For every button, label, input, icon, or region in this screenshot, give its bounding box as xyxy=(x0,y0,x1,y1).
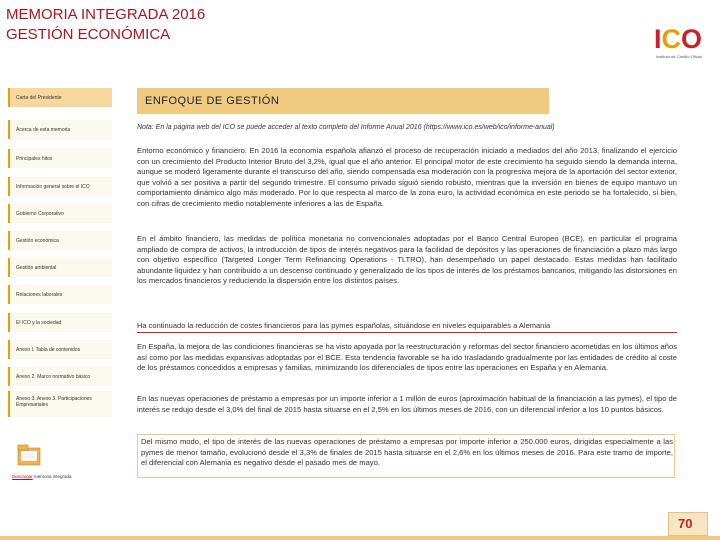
download-link-suffix: memoria integrada xyxy=(32,474,72,479)
sidebar-item-carta-presidente[interactable] xyxy=(8,88,112,107)
paragraph-1: Entorno económico y financiero. En 2016 la economía española afianzó el proceso de recuperación iniciado a mediados del año 2013, finalizando el ejercicio con un crecimiento del Producto Interior Bruto del 3,2%, igual que el año anterior. El principal motor de este crecimiento ha seguido siendo la demanda interna, aunque se moderó ligeramente durante el transcurso del año, siendo compensada esa moderación con la progresiva mejora de la aportación del sector exterior, que volvió a ser positiva a partir del segundo trimestre. El consumo privado siguió siendo robusto, mientras que la inversión en bienes de equipo mantuvo un comportamiento dinámico algo más moderado. Por lo que respecta al marco de la zona euro, la actividad económica en este periodo se ha fortalecido, si bien, con cifras de crecimiento medio notablemente inferiores a las de España. xyxy=(137,146,677,208)
section-header: ENFOQUE DE GESTIÓN xyxy=(137,88,549,114)
web-note: Nota: En la página web del ICO se puede acceder al texto completo del Informe Anual 2016 (https://www.ico.es/web/ico/informe-anual) xyxy=(137,124,555,131)
sidebar-item-label: Acerca de esta memoria xyxy=(16,127,71,133)
sidebar-item-label: Gestión ambiental xyxy=(16,265,57,271)
page-number: 70 xyxy=(678,516,693,531)
footer-rule xyxy=(0,536,720,540)
sidebar-item-marker xyxy=(8,340,10,359)
paragraph-4: En las nuevas operaciones de préstamo a empresas por un importe inferior a 1 millón de euros (aproximación habitual de la financiación a las pymes), el tipo de interés se redujo desde el 3,0% del final de 2015 hasta situarse en el 2,5% en los últimos meses de 2016, con un diferencial inferior a los 10 puntos básicos. xyxy=(137,394,677,414)
title-line-2: GESTIÓN ECONÓMICA xyxy=(6,26,171,43)
sidebar-item-marker xyxy=(8,258,10,277)
sidebar-item-marker xyxy=(8,231,10,250)
sidebar-item-anexo-2[interactable] xyxy=(8,367,112,386)
download-link-label[interactable]: Descargar xyxy=(12,474,33,479)
download-report-link[interactable] xyxy=(12,474,72,479)
sidebar-item-ico-sociedad[interactable] xyxy=(8,313,112,332)
title-line-1: MEMORIA INTEGRADA 2016 xyxy=(6,6,206,23)
sidebar-item-label: Relaciones laborales xyxy=(16,292,63,298)
sidebar-item-marker xyxy=(8,313,10,332)
sidebar-item-marker xyxy=(8,177,10,196)
sidebar-item-label: Información general sobre el ICO xyxy=(16,184,90,190)
sidebar-item-label: Carta del Presidente xyxy=(16,95,62,101)
sidebar-item-marker xyxy=(8,285,10,304)
sidebar-item-anexo-3[interactable] xyxy=(8,391,112,417)
sidebar-item-label: Anexo I. Tabla de contenidos xyxy=(16,347,81,353)
sidebar-item-gestion-ambiental[interactable] xyxy=(8,258,112,277)
sidebar-item-acerca-memoria[interactable] xyxy=(8,120,112,139)
sidebar-item-marker xyxy=(8,367,10,386)
paragraph-2: En el ámbito financiero, las medidas de política monetaria no convencionales adoptadas por el Banco Central Europeo (BCE), en particular el programa ampliado de compra de activos, la introducción de tipos de interés negativos para la facilidad de depósitos y las operaciones de financiación a plazo más largo con objetivo específico (Targeted Longer Term Refinancing Operations - TLTRO), han desempeñado un papel destacado. Estas medidas han facilitado abundante liquidez y han contribuido a un descenso continuado y generalizado de los tipos de interés de los préstamos bancarios, mitigando las distorsiones en los mercados financieros y reduciendo la dispersión entre los distintos países. xyxy=(137,234,677,285)
paragraph-5: Del mismo modo, el tipo de interés de las nuevas operaciones de préstamo a empresas por importe inferior a 250.000 euros, dirigidas especialmente a las pymes de menor tamaño, evolucionó desde el 3,3% de finales de 2015 hasta situarse en el 2,6% en los últimos meses de 2016. Para este tramo de importe, el diferencial con Alemania es negativo desde el pasado mes de mayo. xyxy=(141,437,673,467)
sidebar-item-principales-hitos[interactable] xyxy=(8,149,112,168)
paragraph-3: En España, la mejora de las condiciones financieras se ha visto apoyada por la reestructuración y reformas del sector financiero acometidas en los últimos años así como por las medidas expansivas adoptadas por el BCE. Esta tendencia favorable se ha ido trasladando gradualmente por las entidades de crédito al coste de los préstamos concedidos a empresas y familias, minimizando los diferenciales de tipos entre las operaciones en España y en Alemania. xyxy=(137,342,677,372)
sidebar-item-relaciones-laborales[interactable] xyxy=(8,285,112,304)
sidebar-item-marker xyxy=(8,391,10,417)
sidebar-item-label: Principales hitos xyxy=(16,156,53,162)
sidebar-item-label: El ICO y la sociedad xyxy=(16,320,62,326)
sidebar-item-label: Gestión económica xyxy=(16,238,59,244)
logo-letter-c: C xyxy=(661,24,682,54)
sidebar-item-anexo-1[interactable] xyxy=(8,340,112,359)
logo-letters xyxy=(654,24,702,54)
sidebar-item-informacion-general[interactable] xyxy=(8,177,112,196)
sidebar-item-gestion-economica[interactable] xyxy=(8,231,112,250)
sidebar-item-marker xyxy=(8,120,10,139)
sidebar-item-gobierno-corporativo[interactable] xyxy=(8,204,112,223)
folder-icon[interactable] xyxy=(16,442,42,468)
sidebar-item-marker xyxy=(8,204,10,223)
sidebar-item-marker xyxy=(8,88,10,107)
sidebar-item-label: Gobierno Corporativo xyxy=(16,211,64,217)
logo-letter-o: O xyxy=(681,24,703,54)
document-title xyxy=(6,5,205,45)
logo-letter-i: I xyxy=(654,24,662,54)
highlighted-statement: Ha continuado la reducción de costes financieros para las pymes españolas, situándose en niveles equiparables a Alemania xyxy=(137,320,677,333)
sidebar-item-label: Anexo 3. Anexo 3. Participaciones Empresariales xyxy=(16,396,92,408)
sidebar-item-label: Anexo 2. Marco normativo básico xyxy=(16,374,91,380)
logo-tagline: Instituto de Crédito Oficial xyxy=(656,54,702,59)
ico-logo xyxy=(652,24,712,64)
sidebar-item-marker xyxy=(8,149,10,168)
